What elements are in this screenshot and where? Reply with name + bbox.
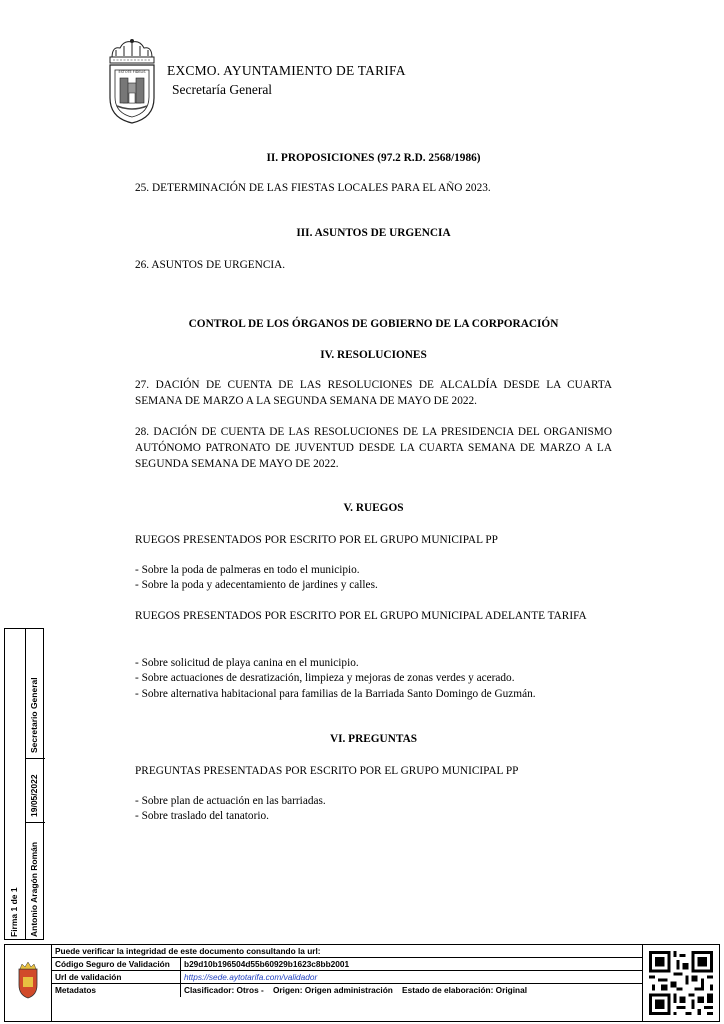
signer-role: Secretario General [29, 677, 39, 753]
preguntas-pp-item: - Sobre plan de actuación en las barriadas. [135, 795, 326, 807]
signature-date: 19/05/2022 [29, 774, 39, 817]
agenda-item-28: 28. DACIÓN DE CUENTA DE LAS RESOLUCIONES DE LA PRESIDENCIA DEL ORGANISMO AUTÓNOMO PATRONATO DE JUVENTUD DESDE LA CUARTA SEMANA DE MARZO A LA SEGUNDA SEMANA DE MAYO DE 2022. [135, 426, 612, 470]
ruegos-pp-item: - Sobre la poda de palmeras en todo el municipio. [135, 564, 360, 576]
coat-of-arms-logo [104, 38, 160, 124]
section-heading-urgencia: III. ASUNTOS DE URGENCIA [296, 227, 451, 239]
footer-logo [5, 945, 52, 1021]
meta-value: Clasificador: Otros - Origen: Origen administración Estado de elaboración: Original [184, 985, 528, 995]
section-heading-control: CONTROL DE LOS ÓRGANOS DE GOBIERNO DE LA CORPORACIÓN [188, 318, 559, 330]
signature-column-left [5, 629, 26, 939]
section-heading-proposiciones: II. PROPOSICIONES (97.2 R.D. 2568/1986) [266, 152, 481, 164]
signature-box [4, 628, 44, 940]
ruegos-adelante-item: - Sobre solicitud de playa canina en el municipio. [135, 657, 359, 669]
signer-name: Antonio Aragón Román [29, 841, 39, 937]
ruegos-adelante-item: - Sobre alternativa habitacional para familias de la Barriada Santo Domingo de Guzmán. [135, 688, 536, 700]
ruegos-adelante-title: RUEGOS PRESENTADOS POR ESCRITO POR EL GRUPO MUNICIPAL ADELANTE TARIFA [135, 610, 587, 622]
agenda-item-26: 26. ASUNTOS DE URGENCIA. [135, 259, 286, 271]
section-heading-preguntas: VI. PREGUNTAS [329, 733, 418, 745]
signature-divider [25, 822, 45, 823]
section-heading-ruegos: V. RUEGOS [343, 502, 404, 514]
institution-title: EXCMO. AYUNTAMIENTO DE TARIFA [167, 63, 406, 78]
csv-label: Código Seguro de Validación [55, 959, 170, 969]
institution-subtitle: Secretaría General [172, 82, 273, 97]
footer-verify-row [51, 945, 643, 958]
validation-footer [4, 944, 720, 1022]
url-label: Url de validación [55, 972, 122, 982]
csv-value: b29d10b196504d55b60929b1623c8bb2001 [184, 959, 350, 969]
qr-code-icon [643, 945, 719, 1021]
svg-text:ESTOTE FIDELIS: ESTOTE FIDELIS [118, 70, 146, 74]
section-heading-resoluciones: IV. RESOLUCIONES [320, 349, 427, 361]
ruegos-pp-title: RUEGOS PRESENTADOS POR ESCRITO POR EL GRUPO MUNICIPAL PP [135, 534, 498, 546]
agenda-item-27: 27. DACIÓN DE CUENTA DE LAS RESOLUCIONES DE ALCALDÍA DESDE LA CUARTA SEMANA DE MARZO A LA SEGUNDA SEMANA DE MAYO DE 2022. [135, 379, 612, 407]
ruegos-pp-item: - Sobre la poda y adecentamiento de jardines y calles. [135, 579, 378, 591]
footer-meta-row [51, 984, 643, 997]
cell-divider [180, 971, 181, 983]
signature-column-right [25, 629, 45, 939]
cell-divider [180, 984, 181, 997]
preguntas-pp-title: PREGUNTAS PRESENTADAS POR ESCRITO POR EL GRUPO MUNICIPAL PP [135, 765, 519, 777]
verify-text: Puede verificar la integridad de este documento consultando la url: [55, 946, 321, 956]
signature-divider [25, 758, 45, 759]
footer-url-row [51, 971, 643, 984]
agenda-item-25: 25. DETERMINACIÓN DE LAS FIESTAS LOCALES PARA EL AÑO 2023. [135, 182, 491, 194]
footer-csv-row [51, 958, 643, 971]
qr-code[interactable] [642, 945, 719, 1021]
meta-label: Metadatos [55, 985, 97, 995]
signature-count: Firma 1 de 1 [9, 887, 19, 937]
cell-divider [180, 958, 181, 970]
coat-of-arms-icon [5, 945, 51, 1021]
preguntas-pp-item: - Sobre traslado del tanatorio. [135, 810, 269, 822]
validation-link[interactable]: https://sede.aytotarifa.com/validador [184, 972, 318, 982]
ruegos-adelante-item: - Sobre actuaciones de desratización, limpieza y mejoras de zonas verdes y acerado. [135, 672, 515, 684]
